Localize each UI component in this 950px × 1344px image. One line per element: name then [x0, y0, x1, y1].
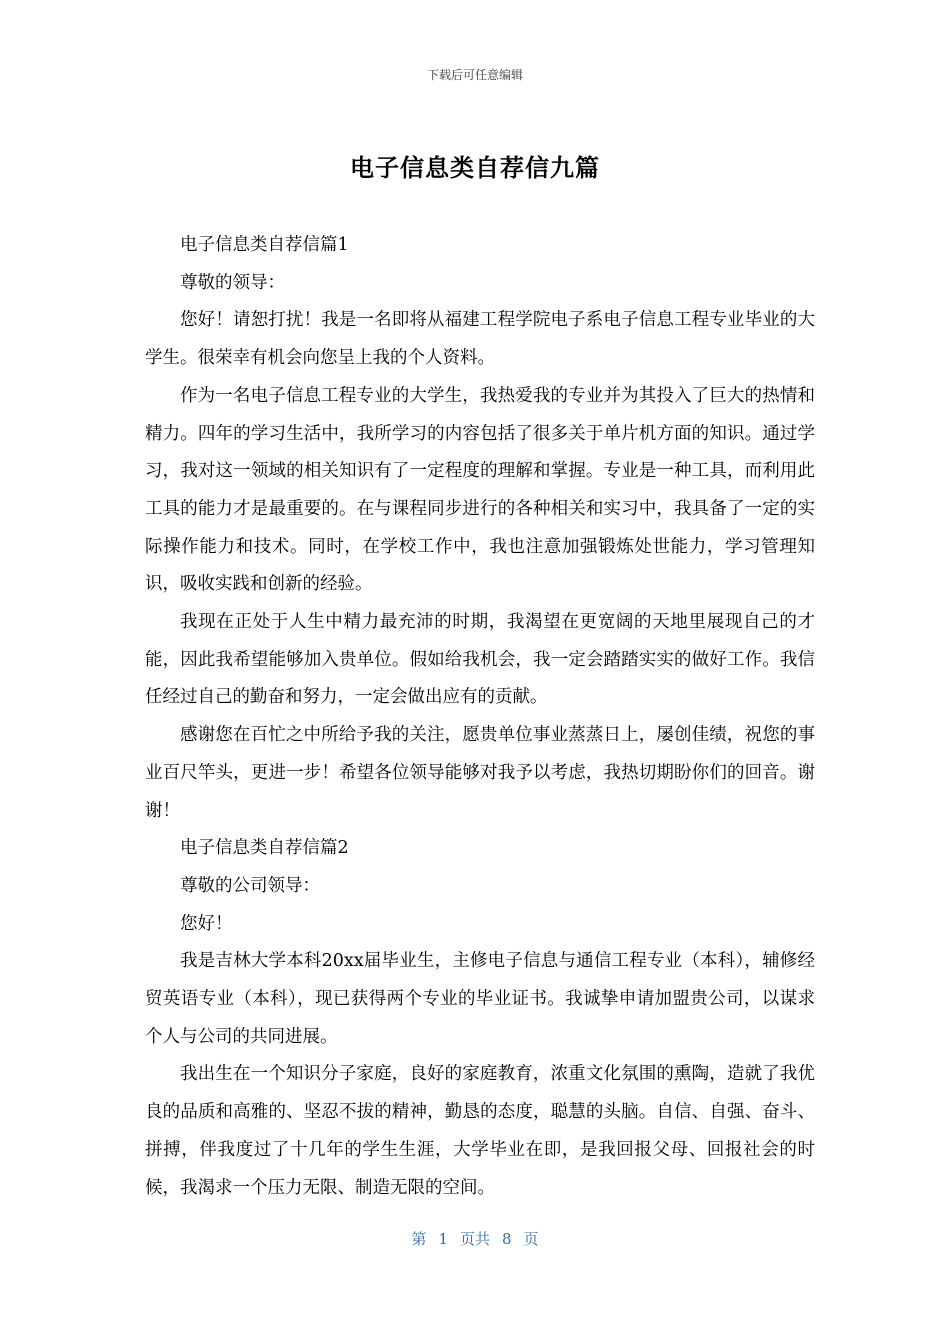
document-body — [145, 227, 815, 1207]
paragraph-major: 作为一名电子信息工程专业的大学生，我热爱我的专业并为其投入了巨大的热情和精力。四年的学习生活中，我所学习的内容包括了很多关于单片机方面的知识。通过学习，我对这一领域的相关知识有了一定程度的理解和掌握。专业是一种工具，而利用此工具的能力才是最重要的。在与课程同步进行的各种相关和实习中，我具备了一定的实际操作能力和技术。同时，在学校工作中，我也注意加强锻炼处世能力，学习管理知识，吸收实践和创新的经验。 — [145, 385, 815, 595]
footer-middle: 页共 — [459, 1230, 490, 1248]
paragraph-education: 我是吉林大学本科20xx届毕业生，主修电子信息与通信工程专业（本科），辅修经贸英语专业（本科），现已获得两个专业的毕业证书。我诚挚申请加盟贵公司，以谋求个人与公司的共同进展。 — [145, 951, 815, 1047]
footer-current-page: 1 — [438, 1230, 448, 1248]
paragraph-aspiration: 我现在正处于人生中精力最充沛的时期，我渴望在更宽阔的天地里展现自己的才能，因此我希望能够加入贵单位。假如给我机会，我一定会踏踏实实的做好工作。我信任经过自己的勤奋和努力，一定会做出应有的贡献。 — [145, 612, 815, 708]
document-title: 电子信息类自荐信九篇 — [350, 154, 600, 182]
section-heading-1: 电子信息类自荐信篇1 — [180, 235, 349, 255]
paragraph-greeting-1: 您好！请恕打扰！我是一名即将从福建工程学院电子系电子信息工程专业毕业的大学生。很荣幸有机会向您呈上我的个人资料。 — [145, 310, 815, 369]
paragraph-background: 我出生在一个知识分子家庭，良好的家庭教育，浓重文化氛围的熏陶，造就了我优良的品质和高雅的、坚忍不拔的精神，勤恳的态度，聪慧的头脑。自信、自强、奋斗、拼搏，伴我度过了十几年的学生生涯，大学毕业在即，是我回报父母、回报社会的时候，我渴求一个压力无限、制造无限的空间。 — [145, 1064, 815, 1198]
section-heading-2: 电子信息类自荐信篇2 — [180, 838, 349, 859]
page-footer — [0, 1228, 950, 1249]
footer-prefix: 第 — [411, 1230, 427, 1248]
footer-suffix: 页 — [523, 1230, 539, 1248]
page-header-note: 下载后可任意编辑 — [426, 68, 523, 82]
greeting-2: 您好！ — [180, 913, 233, 934]
paragraph-thanks: 感谢您在百忙之中所给予我的关注，愿贵单位事业蒸蒸日上，屡创佳绩，祝您的事业百尺竿头，更进一步！希望各位领导能够对我予以考虑，我热切期盼你们的回音。谢谢！ — [145, 725, 815, 821]
footer-total-pages: 8 — [502, 1230, 512, 1248]
salutation-2: 尊敬的公司领导： — [180, 875, 320, 896]
salutation-1: 尊敬的领导： — [180, 272, 285, 293]
